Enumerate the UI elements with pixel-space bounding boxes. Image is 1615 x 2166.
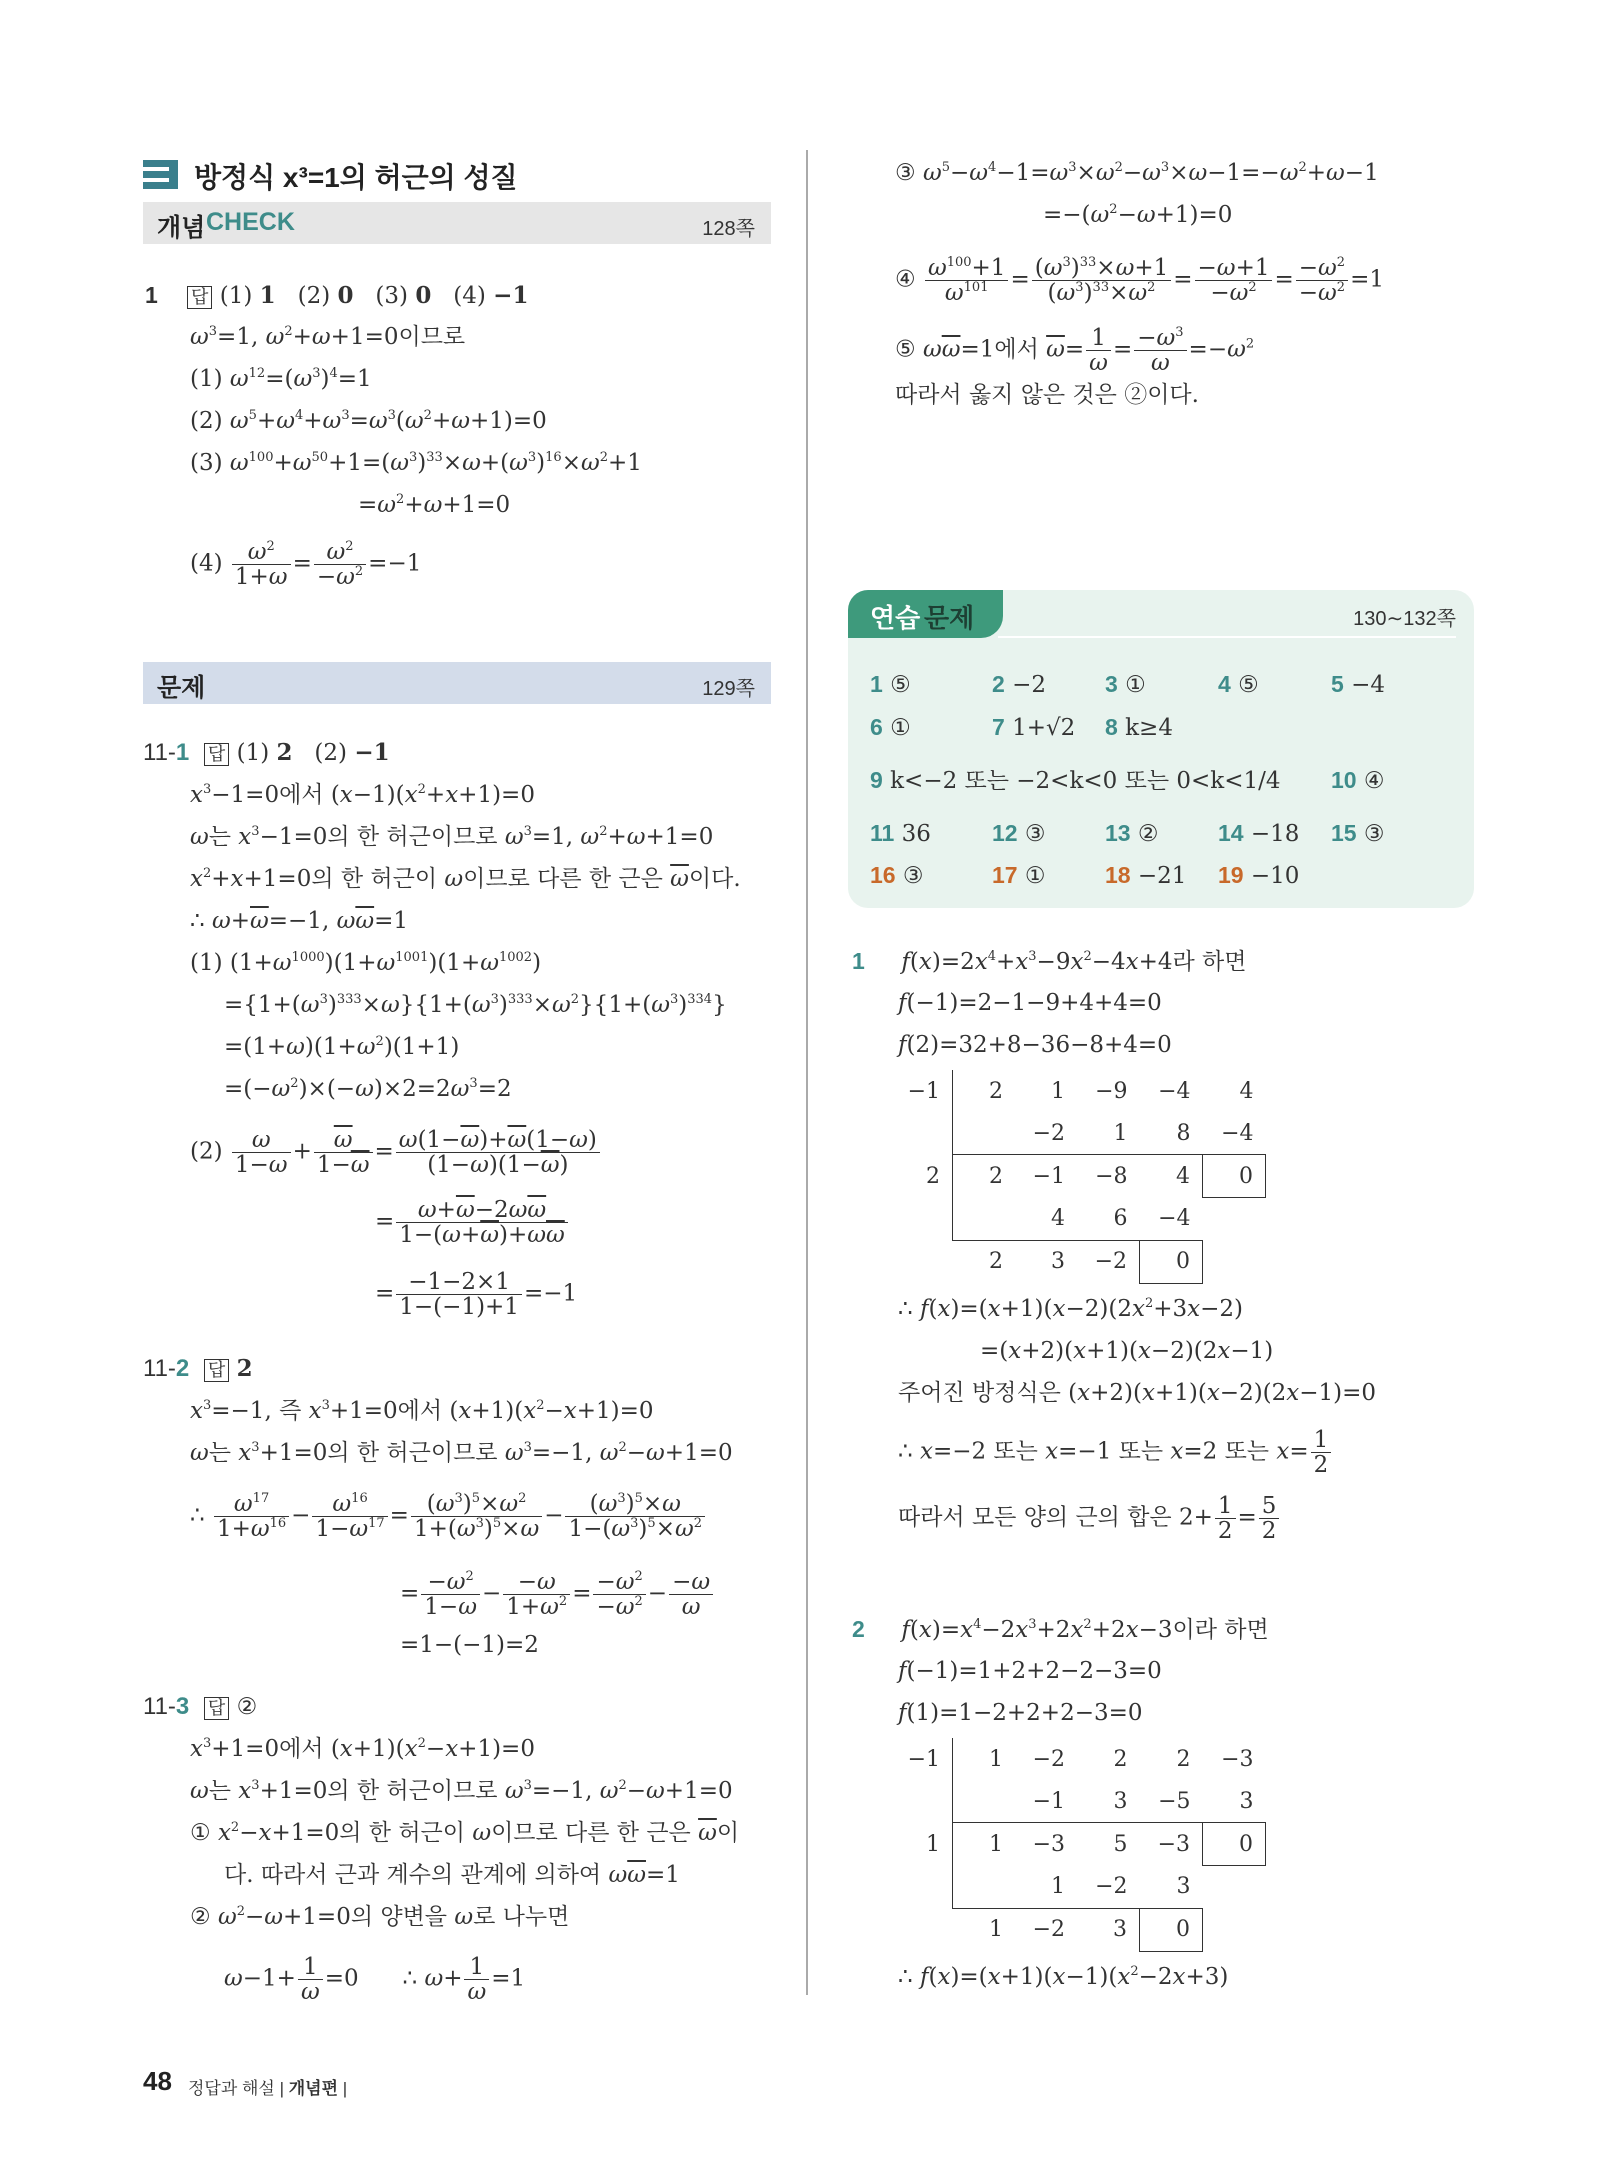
check-line: (3) $\omega^{100}+\omega^{50}+1=(\omega^3)^{33}\times\omega+(\omega^3)^{16}\times\omega^2+1$ <box>190 450 642 476</box>
practice-label-a: 연습 <box>870 603 921 633</box>
solution-line: (1) $(1+\omega^{1000})(1+\omega^{1001})(1+\omega^{1002})$ <box>190 950 542 976</box>
solution-line: ω는 $x^3+1=0$의 한 허근이므로 $\omega^3=-1$, $\omega^2-\omega+1=0$ <box>190 1778 733 1804</box>
answer-item: 5 −4 <box>1331 671 1386 698</box>
solution-line: f(−1)=1+2+2−2−3=0 <box>898 1658 1162 1684</box>
footer-page-number: 48 <box>143 2066 172 2096</box>
practice-1-start: 1 $f(x)=2x^4+x^3-9x^2-4x+4$라 하면 <box>852 948 1247 975</box>
solution-line: $=(-\omega^2)\times(-\omega)\times 2=2\omega^3=2$ <box>224 1076 512 1102</box>
check-line: $\omega^3=1$, $\omega^2+\omega+1=0$이므로 <box>190 324 466 350</box>
solution-line: ① $x^2-x+1=0$의 한 허근이 ω이므로 다른 한 근은 $\overline{\omega}$이 <box>190 1820 740 1846</box>
synthetic-division-1: −1 2 1 −9 −4 4 −2 1 8 −4 2 2 −1 −8 4 0 4 6 −4 2 3 −2 0 <box>890 1070 1266 1284</box>
solution-line: $=(1+\omega)(1+\omega^2)(1+1)$ <box>224 1034 460 1060</box>
answer-item: 17 ① <box>992 862 1046 889</box>
answer-item: 1 ⑤ <box>870 671 911 698</box>
solution-line: ⑤ $\omega\overline{\omega}=1$에서 $\overline{\omega}=$ $\frac{1}{\omega}$ = $\frac{-\omega^3}{\omega}$ $=-\omega^2$ <box>895 325 1255 376</box>
solution-line: 주어진 방정식은 (x+2)(x+1)(x−2)(2x−1)=0 <box>898 1380 1377 1406</box>
answer-item: 16 ③ <box>870 862 924 889</box>
check-line: $=\omega^2+\omega+1=0$ <box>358 492 511 518</box>
answer-item: 4 ⑤ <box>1218 671 1259 698</box>
answer-item: 2 −2 <box>992 671 1047 698</box>
practice-divider <box>998 636 1456 638</box>
answer-item: 9 k<−2 또는 −2<k<0 또는 0<k<1/4 <box>870 767 1281 794</box>
solution-line: ∴ $f(x)=(x+1)(x-2)(2x^2+3x-2)$ <box>898 1296 1244 1322</box>
solution-line: $x^2+x+1=0$의 한 허근이 ω이므로 다른 한 근은 $\overline{\omega}$이다. <box>190 866 741 892</box>
problem-bar <box>143 662 771 704</box>
problem-11-1-answer: 11-1 답 (1) 2 (2) −1 <box>143 739 390 766</box>
solution-line: $=-(\omega^2-\omega+1)=0$ <box>1043 202 1233 228</box>
answer-item: 12 ③ <box>992 820 1046 847</box>
solution-line: (2) $\frac{\omega}{1-\omega}$ + $\frac{\overline{\omega}}{1-\overline{\omega}}$ = $\frac{\omega(1-\overline{\omega})+\overline{\omega}(1-\omega)}{(1-\omega)(1-\overline{\omega})}$ <box>190 1128 602 1177</box>
practice-pages: 130∼132쪽 <box>1353 608 1456 630</box>
practice-label-b: 문제 <box>924 603 975 633</box>
check-line: (1) $\omega^{12}=(\omega^3)^4=1$ <box>190 366 372 392</box>
solution-line: $=\{1+(\omega^3)^{333}\times\omega\}\{1+(\omega^3)^{333}\times\omega^2\}\{1+(\omega^3)^{334}\}$ <box>224 992 727 1018</box>
solution-line: =1−(−1)=2 <box>400 1632 539 1658</box>
solution-line: f(1)=1−2+2+2−3=0 <box>898 1700 1143 1726</box>
answer-item: 13 ② <box>1105 820 1159 847</box>
answer-item: 3 ① <box>1105 671 1146 698</box>
problem-label: 문제 <box>157 674 206 702</box>
answer-item: 14 −18 <box>1218 820 1300 847</box>
synthetic-division-2: −1 1 −2 2 2 −3 −1 3 −5 3 1 1 −3 5 −3 0 1 −2 3 1 −2 3 0 <box>890 1738 1266 1952</box>
check-bar <box>143 202 771 244</box>
answer-item: 18 −21 <box>1105 862 1187 889</box>
check-line: (4) $\frac{\omega^2}{1+\omega}$ = $\frac{\omega^2}{-\omega^2}$ =−1 <box>190 539 422 590</box>
solution-line: ω는 $x^3+1=0$의 한 허근이므로 $\omega^3=-1$, $\omega^2-\omega+1=0$ <box>190 1440 733 1466</box>
practice-2-start: 2 $f(x)=x^4-2x^3+2x^2+2x-3$이라 하면 <box>852 1616 1269 1643</box>
section-title: 방정식 x³=1의 허근의 성질 <box>194 162 518 193</box>
answer-item: 6 ① <box>870 714 911 741</box>
check-page: 128쪽 <box>702 218 755 240</box>
solution-line: ∴ x=−2 또는 x=−1 또는 x=2 또는 x= $\frac{1}{2}$ <box>898 1428 1333 1477</box>
problem-11-2-answer: 11-2 답 2 <box>143 1355 253 1382</box>
solution-line: =(x+2)(x+1)(x−2)(2x−1) <box>980 1338 1274 1364</box>
check-line: (2) $\omega^5+\omega^4+\omega^3=\omega^3(\omega^2+\omega+1)=0$ <box>190 408 547 434</box>
answer-item: 15 ③ <box>1331 820 1385 847</box>
check-label-a: 개념 <box>157 214 206 242</box>
solution-line: f(2)=32+8−36−8+4=0 <box>898 1032 1172 1058</box>
section-icon <box>143 160 179 190</box>
solution-line: $x^3=-1$, 즉 $x^3+1=0$에서 $(x+1)(x^2-x+1)=0$ <box>190 1398 654 1424</box>
solution-line: $x^3+1=0$에서 $(x+1)(x^2-x+1)=0$ <box>190 1736 535 1762</box>
solution-line: ∴ $\frac{\omega^{17}}{1+\omega^{16}}$ − $\frac{\omega^{16}}{1-\omega^{17}}$ = $\frac{(\omega^3)^5\times\omega^2}{1+(\omega^3)^5\times\omega}$ − $\frac{(\omega^3)^5\times\omega}{1-(\omega^3)^5\times\omega^2}$ <box>190 1492 707 1541</box>
column-divider <box>806 150 808 1995</box>
answer-item: 11 36 <box>870 820 931 847</box>
answer-item: 19 −10 <box>1218 862 1300 889</box>
solution-line: 다. 따라서 근과 계수의 관계에 의하여 $\omega\overline{\omega}=1$ <box>224 1862 680 1888</box>
solution-line: ② $\omega^2-\omega+1=0$의 양변을 ω로 나누면 <box>190 1904 570 1930</box>
answer-item: 8 k≥4 <box>1105 714 1173 741</box>
solution-line: = $\frac{\omega+\overline{\omega}-2\omega\overline{\omega}}{1-(\omega+\overline{\omega})+\omega\overline{\omega}}$ <box>375 1198 570 1247</box>
solution-line: = $\frac{-\omega^2}{1-\omega}$ − $\frac{-\omega}{1+\omega^2}$ = $\frac{-\omega^2}{-\omega^2}$ − $\frac{-\omega}{\omega}$ <box>400 1570 715 1619</box>
solution-line: = $\frac{-1-2\times 1}{1-(-1)+1}$ =−1 <box>375 1269 578 1320</box>
check-label-b: CHECK <box>206 208 295 236</box>
answer-item: 10 ④ <box>1331 767 1385 794</box>
solution-line: ∴ $\omega+\overline{\omega}=-1$, $\omega\overline{\omega}=1$ <box>190 908 409 934</box>
solution-line: 따라서 옳지 않은 것은 ②이다. <box>895 382 1199 408</box>
solution-line: f(−1)=2−1−9+4+4=0 <box>898 990 1162 1016</box>
solution-line: ∴ $f(x)=(x+1)(x-1)(x^2-2x+3)$ <box>898 1964 1229 1990</box>
solution-line: ω는 $x^3-1=0$의 한 허근이므로 $\omega^3=1$, $\omega^2+\omega+1=0$ <box>190 824 714 850</box>
solution-line: ω−1+ $\frac{1}{\omega}$ =0 ∴ ω+ $\frac{1}{\omega}$ =1 <box>224 1954 526 2005</box>
problem-page: 129쪽 <box>702 678 755 700</box>
solution-line: $x^3-1=0$에서 $(x-1)(x^2+x+1)=0$ <box>190 782 535 808</box>
check-answer: 1 답 (1) 1 (2) 0 (3) 0 (4) −1 <box>145 282 529 309</box>
solution-line: ④ $\frac{\omega^{100}+1}{\omega^{101}}$ = $\frac{(\omega^3)^{33}\times\omega+1}{(\omega^3)^{33}\times\omega^2}$ = $\frac{-\omega+1}{-\omega^2}$ = $\frac{-\omega^2}{-\omega^2}$ =1 <box>895 255 1384 306</box>
solution-line: 따라서 모든 양의 근의 합은 2+ $\frac{1}{2}$ = $\frac{5}{2}$ <box>898 1494 1281 1543</box>
solution-line: ③ $\omega^5-\omega^4-1=\omega^3\times\omega^2-\omega^3\times\omega-1=-\omega^2+\omega-1$ <box>895 160 1379 186</box>
answer-item: 7 1+√2 <box>992 714 1076 741</box>
problem-11-3-answer: 11-3 답 ② <box>143 1693 258 1720</box>
footer-text: 정답과 해설 | 개념편 | <box>188 2079 348 2098</box>
